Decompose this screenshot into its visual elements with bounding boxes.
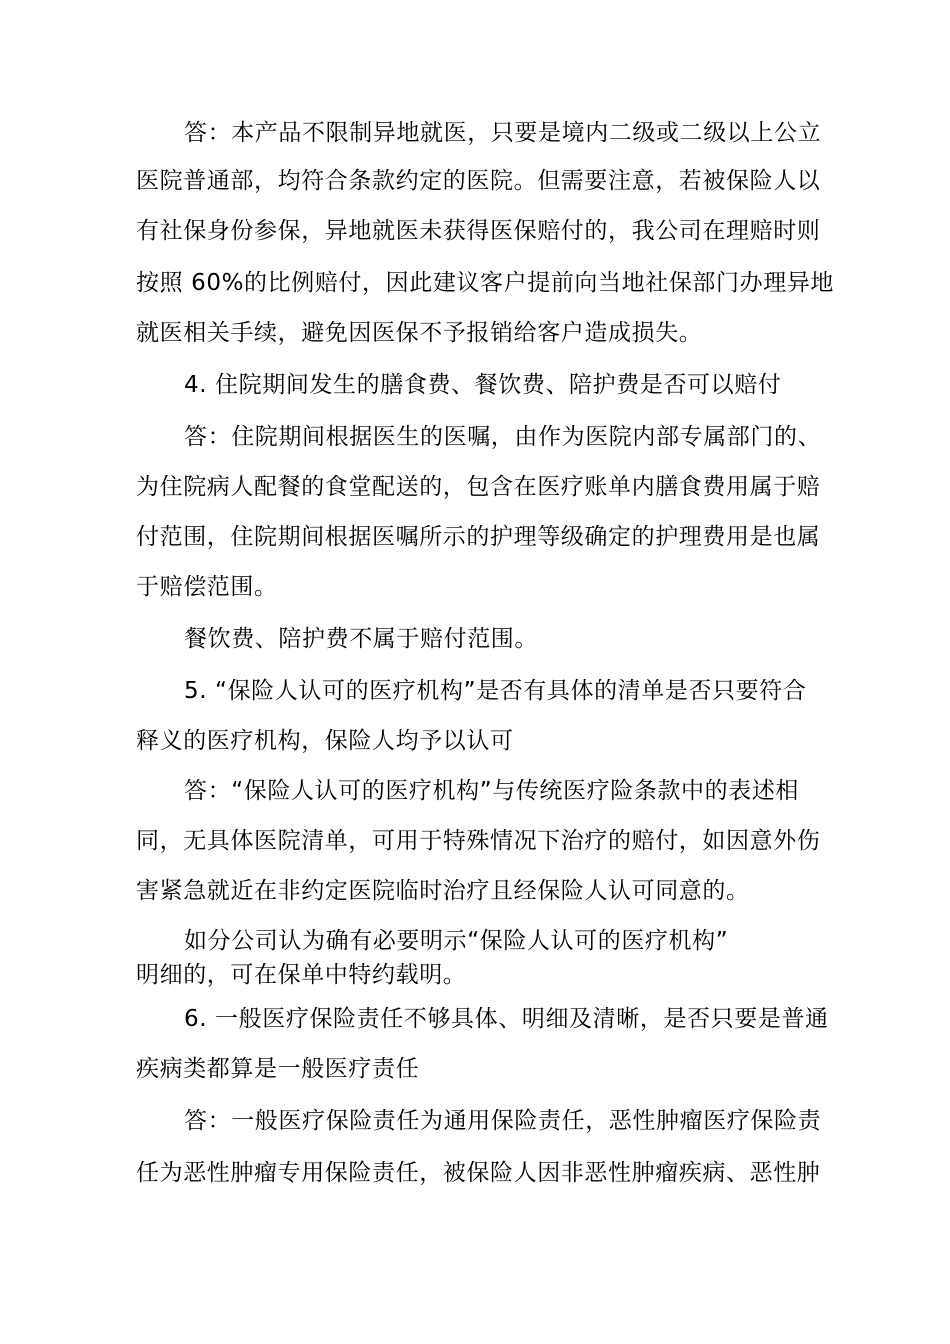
- answer-3-line-3: 有社保身份参保，异地就医未获得医保赔付的，我公司在理赔时则: [136, 218, 821, 244]
- answer-5-note-line-1: 如分公司认为确有必要明示“保险人认可的医疗机构”: [184, 928, 729, 954]
- answer-3-line-2: 医院普通部，均符合条款约定的医院。但需要注意，若被保险人以: [136, 168, 821, 194]
- question-4-heading: 4. 住院期间发生的膳食费、餐饮费、陪护费是否可以赔付: [184, 372, 782, 398]
- answer-6-line-1: 答：一般医疗保险责任为通用保险责任，恶性肿瘤医疗保险责: [184, 1108, 822, 1134]
- answer-3-line-1: 答：本产品不限制异地就医，只要是境内二级或二级以上公立: [184, 120, 822, 146]
- answer-5-line-2: 同，无具体医院清单，可用于特殊情况下治疗的赔付，如因意外伤: [136, 828, 821, 854]
- answer-4-line-2: 为住院病人配餐的食堂配送的，包含在医疗账单内膳食费用属于赔: [136, 474, 821, 500]
- answer-5-note-line-2: 明细的，可在保单中特约载明。: [136, 962, 467, 988]
- answer-4-line-1: 答：住院期间根据医生的医嘱，由作为医院内部专属部门的、: [184, 424, 822, 450]
- answer-6-line-2: 任为恶性肿瘤专用保险责任，被保险人因非恶性肿瘤疾病、恶性肿: [136, 1160, 821, 1186]
- answer-4-line-4: 于赔偿范围。: [136, 574, 278, 600]
- question-5-line-2: 释义的医疗机构，保险人均予以认可: [136, 728, 514, 754]
- question-6-line-1: 6. 一般医疗保险责任不够具体、明细及清晰，是否只要是普通: [184, 1006, 829, 1032]
- answer-3-line-4: 按照 60%的比例赔付，因此建议客户提前向当地社保部门办理异地: [136, 270, 835, 296]
- answer-3-line-5: 就医相关手续，避免因医保不予报销给客户造成损失。: [136, 320, 703, 346]
- answer-4-note: 餐饮费、陪护费不属于赔付范围。: [184, 626, 538, 652]
- answer-5-line-3: 害紧急就近在非约定医院临时治疗且经保险人认可同意的。: [136, 878, 750, 904]
- question-6-line-2: 疾病类都算是一般医疗责任: [136, 1056, 420, 1082]
- question-5-line-1: 5. “保险人认可的医疗机构”是否有具体的清单是否只要符合: [184, 678, 807, 704]
- answer-5-line-1: 答：“保险人认可的医疗机构”与传统医疗险条款中的表述相: [184, 778, 800, 804]
- answer-4-line-3: 付范围，住院期间根据医嘱所示的护理等级确定的护理费用是也属: [136, 524, 821, 550]
